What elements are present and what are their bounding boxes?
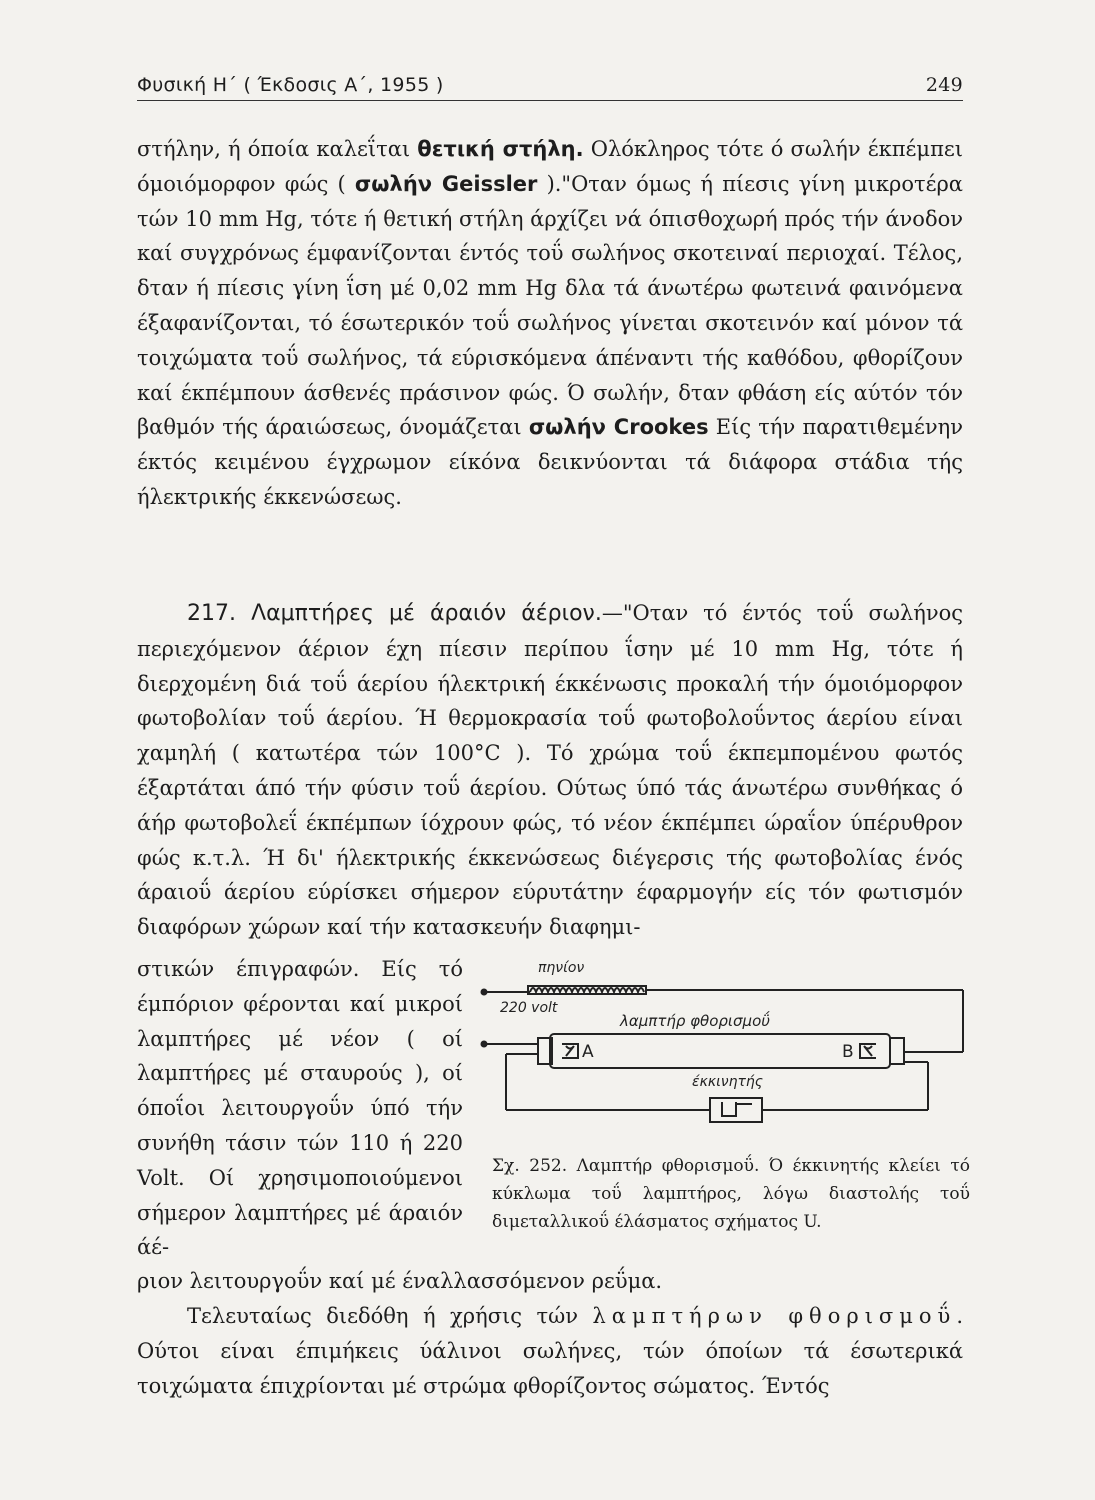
para1-text-4: Είς τήν παρατιθεμένην έκτός κειμένου έγχρωμον είκόνα δεικνύονται τά διάφορα στάδια τής ήλεκτρικής έκκενώσεως.	[137, 415, 964, 509]
term-positive-column: θετική στήλη.	[417, 137, 584, 161]
section-217-column-text	[137, 952, 463, 1265]
paragraph-geissler-crookes	[137, 132, 963, 515]
continuation-line: ριον λειτουργοΰν καί μέ έναλλασσόμενον ρεΰμα.	[137, 1269, 663, 1293]
para1-text-2: Ολόκληρος τότε ό σωλήν έκπέμπει όμοιόμορφον φώς (	[137, 137, 963, 196]
section-217	[137, 596, 963, 945]
page-number: 249	[925, 74, 963, 96]
figure-caption	[492, 1152, 970, 1236]
label-starter: έκκινητής	[692, 1074, 764, 1090]
label-fluorescent-lamp: λαμπτήρ φθορισμοΰ	[620, 1012, 770, 1030]
label-electrode-a: A	[582, 1042, 594, 1062]
section-217-text: —"Οταν τό έντός τοΰ σωλήνος περιεχόμενον άέριον έχη πίεσιν περίπου ΐσην μέ 10 mm Hg, τότε ή διερχομένη διά τοΰ άερίου ήλεκτρική έκκένωσις προκαλή τήν όμοιόμορφον φωτοβολίαν τοΰ άερίου. Ή θερμοκρασία τοΰ φωτοβολοΰντος άερίου είναι χαμηλή ( κατωτέρα τών 100°C ). Τό χρώμα τοΰ έκπεμπομένου φωτός έξαρτάται άπό τήν φύσιν τοΰ άερίου. Ούτως ύπό τάς άνωτέρω συνθήκας ό άήρ φωτοβολεΐ έκπέμπων ίόχρουν φώς, τό νέον έκπέμπει ώραΐον ύπέρυθρον φώς κ.τ.λ. Ή δι' ήλεκτρικής έκκενώσεως διέγερσις τής φωτοβολίας ένός άραιοΰ άερίου εύρίσκει σήμερον εύρυτάτην έφαρμογήν είς τόν φωτισμόν διαφόρων χώρων καί τήν κατασκευήν διαφημι-	[137, 601, 963, 940]
section-217-continuation	[137, 1264, 963, 1299]
lamp-circuit-diagram	[470, 958, 965, 1158]
para-last-text-1: Τελευταίως διεδόθη ή χρήσις τών	[187, 1304, 593, 1328]
term-fluorescent-lamps: λαμπτήρων φθορισμοΰ	[592, 1304, 957, 1328]
term-geissler-tube: σωλήν Geissler	[354, 171, 538, 196]
section-heading: 217. Λαμπτήρες μέ άραιόν άέριον.	[187, 601, 602, 626]
label-coil: πηνίον	[538, 960, 585, 976]
term-crookes-tube: σωλήν Crookes	[528, 415, 709, 440]
caption-text: Σχ. 252. Λαμπτήρ φθορισμοΰ. Ό έκκινητής κλείει τό κύκλωμα τοΰ λαμπτήρος, λόγω διαστολής τοΰ διμεταλλικοΰ έλάσματος σχήματος U.	[492, 1156, 970, 1232]
para1-text-3: )."Οταν όμως ή πίεσις γίνη μικροτέρα τών 10 mm Hg, τότε ή θετική στήλη άρχίζει νά όπισθοχωρή πρός τήν άνοδον καί συγχρόνως έμφανίζονται έντός τοΰ σωλήνος σκοτειναί περιοχαί. Τέλος, δταν ή πίεσις γίνη ΐση μέ 0,02 mm Hg δλα τά άνωτέρω φωτεινά φαινόμενα έξαφανίζονται, τό έσωτερικόν τοΰ σωλήνος γίνεται σκοτεινόν καί μόνον τά τοιχώματα τοΰ σωλήνος, τά εύρισκόμενα άπέναντι τής καθόδου, φθορίζουν καί έκπέμπουν άσθενές πράσινον φώς. Ό σωλήν, δταν φθάση είς αύτόν τόν βαθμόν τής άραιώσεως, όνομάζεται	[137, 171, 963, 440]
label-electrode-b: B	[842, 1042, 854, 1062]
para-last-text-2: . Ούτοι είναι έπιμήκεις ύάλινοι σωλήνες, τών όποίων τά έσωτερικά τοιχώματα έπιχρίονται μέ στρώμα φθορίζοντος σώματος. Έντός	[137, 1304, 964, 1398]
para1-text-1: στήλην, ή όποία καλεΐται	[137, 137, 418, 161]
running-head-title: Φυσική Η΄ ( Έκδοσις Α΄, 1955 )	[137, 74, 444, 96]
column-paragraph: στικών έπιγραφών. Είς τό έμπόριον φέρονται καί μικροί λαμπτήρες μέ νέον ( οί λαμπτήρες μέ σταυρούς ), οί όποΐοι λειτουργοΰν ύπό τήν συνήθη τάσιν τών 110 ή 220 Volt. Οί χρησιμοποιούμενοι σήμερον λαμπτήρες μέ άραιόν άέ-	[137, 957, 463, 1260]
running-head	[137, 72, 963, 101]
label-220-volt: 220 volt	[500, 1000, 558, 1016]
figure-fluorescent-lamp	[470, 958, 965, 1158]
paragraph-fluorescent	[137, 1299, 963, 1403]
